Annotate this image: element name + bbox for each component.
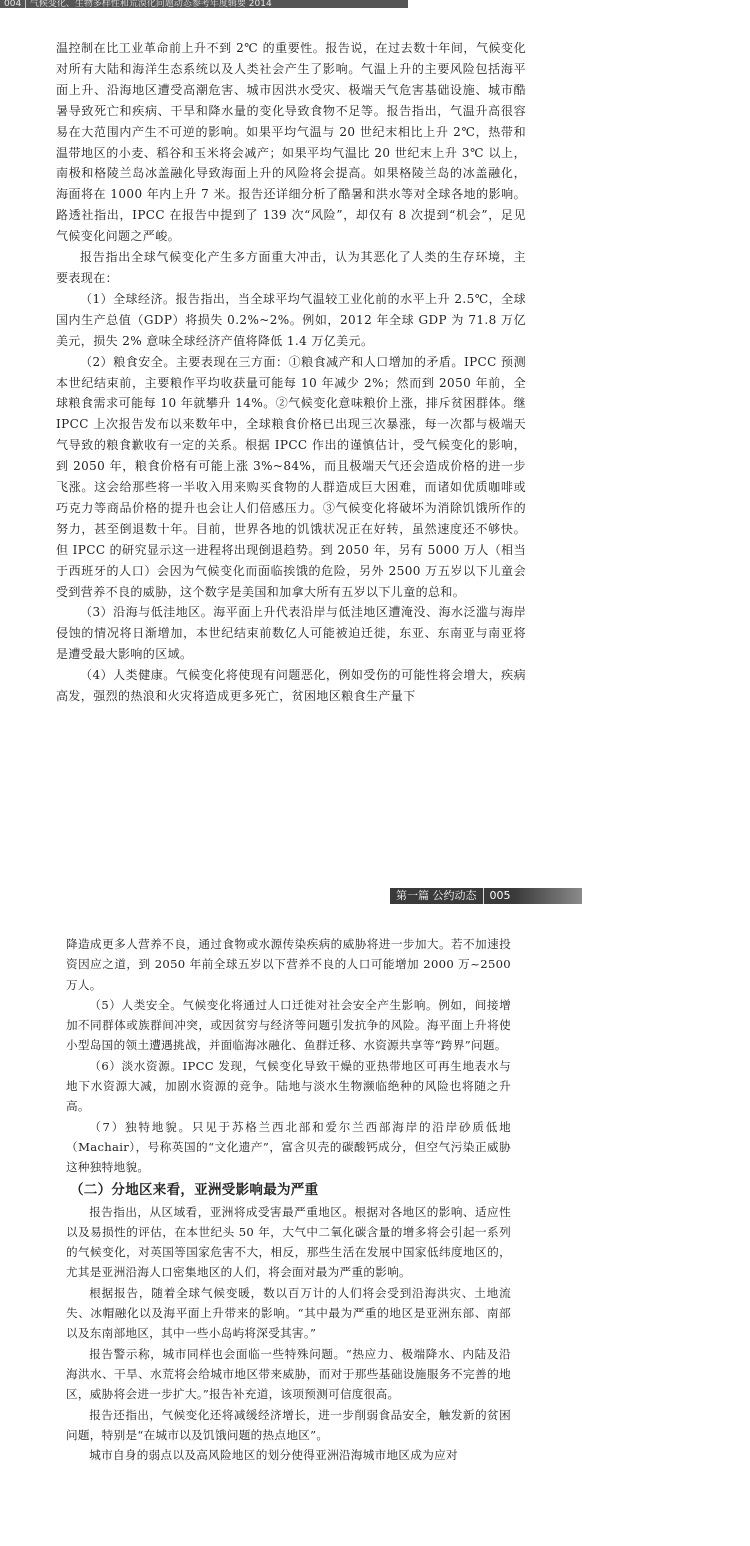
paragraph: 温控制在比工业革命前上升不到 2℃ 的重要性。报告说，在过去数十年间，气候变化对所有大陆和海洋生态系统以及人类社会产生了影响。气温上升的主要风险包括海平面上升、沿海地区遭受高潮危害、城市因洪水受灾、极端天气危害基础设施、城市酷暑导致死亡和疾病、干旱和降水量的变化导致食物不足等。报告指出，气温升高很容易在大范围内产生不可逆的影响。如果平均气温与 20 世纪末相比上升 2℃，热带和温带地区的小麦、稻谷和玉米将会减产；如果平均气温比 20 世纪末上升 3℃ 以上，南极和格陵兰岛冰盖融化导致海面上升的风险将会提高。如果格陵兰岛的冰盖融化，海面将在 1000 年内上升 7 米。报告还详细分析了酷暑和洪水等对全球各地的影响。路透社指出，IPCC 在报告中提到了 139 次“风险”，却仅有 8 次提到“机会”，足见气候变化问题之严峻。 [56,41,526,244]
paragraph: （1）全球经济。报告指出，当全球平均气温较工业化前的水平上升 2.5℃，全球国内生产总值（GDP）将损失 0.2%~2%。例如，2012 年全球 GDP 为 71.8 万亿美元，损失 2% 意味全球经济产值将降低 1.4 万亿美元。 [56,291,526,348]
paragraph: 报告指出，从区域看，亚洲将成受害最严重地区。根据对各地区的影响、适应性以及易损性的评估，在本世纪头 50 年，大气中二氧化碳含量的增多将会引起一系列的气候变化，对英国等国家危害不大，相反，那些生活在发展中国家低纬度地区的，尤其是亚洲沿海人口密集地区的人们，将会面对最为严重的影响。 [66,1204,511,1280]
paragraph: （4）人类健康。气候变化将使现有问题恶化，例如受伤的可能性将会增大，疾病高发，强烈的热浪和火灾将造成更多死亡，贫困地区粮食生产量下 [56,668,526,704]
paragraph: 报告警示称，城市同样也会面临一些特殊问题。“热应力、极端降水、内陆及沿海洪水、干旱、水荒将会给城市地区带来威胁，而对于那些基础设施服务不完善的地区，威胁将会进一步扩大。”报告补充道，该项预测可信度很高。 [66,1346,511,1402]
paragraph: （6）淡水资源。IPCC 发现，气候变化导致干燥的亚热带地区可再生地表水与地下水资源大减，加剧水资源的竞争。陆地与淡水生物濒临绝种的风险也将随之升高。 [66,1058,511,1114]
running-header-text: 004 | 气候变化、生物多样性和荒漠化问题动态参考年度辑要 2014 [4,0,272,8]
section-label: 第一篇 公约动态 [396,889,477,902]
running-footer-bar [390,888,582,904]
page-004-body [56,38,526,707]
page-005-body [66,934,511,1465]
page-number: 005 [483,888,511,904]
running-header [0,0,408,8]
paragraph: （2）粮食安全。主要表现在三方面：①粮食减产和人口增加的矛盾。IPCC 预测本世纪结束前，主要粮作平均收获量可能每 10 年减少 2%；然而到 2050 年前，全球粮食需求可能每 10 年就攀升 14%。②气候变化意味粮价上涨，排斥贫困群体。继 IPCC 上次报告发布以来数年中，全球粮食价格已出现三次暴涨，每一次都与极端天气导致的粮食歉收有一定的关系。根据 IPCC 作出的谨慎估计，受气候变化的影响，到 2050 年，粮食价格有可能上涨 3%~84%，而且极端天气还会造成价格的进一步飞涨。这会给那些将一半收入用来购买食物的人群造成巨大困难，而诸如优质咖啡或巧克力等商品价格的提升也会让人们倍感压力。③气候变化将破坏为消除饥饿所作的努力，甚至倒退数十年。目前，世界各地的饥饿状况正在好转，虽然速度还不够快。但 IPCC 的研究显示这一进程将出现倒退趋势。到 2050 年，另有 5000 万人（相当于西班牙的人口）会因为气候变化而面临挨饿的危险，另外 2500 万五岁以下儿童会受到营养不良的威胁，这个数字是美国和加拿大所有五岁以下儿童的总和。 [56,354,526,599]
paragraph: （3）沿海与低洼地区。海平面上升代表沿岸与低洼地区遭淹没、海水泛滥与海岸侵蚀的情况将日渐增加，本世纪结束前数亿人可能被迫迁徙，东亚、东南亚与南亚将是遭受最大影响的区域。 [56,605,526,662]
paragraph: 城市自身的弱点以及高风险地区的划分使得亚洲沿海城市地区成为应对 [89,1448,458,1463]
paragraph: （5）人类安全。气候变化将通过人口迁徙对社会安全产生影响。例如，间接增加不同群体或族群间冲突，或因贫穷与经济等问题引发抗争的风险。海平面上升将使小型岛国的领土遭遇挑战，并面临海冰融化、鱼群迁移、水资源共享等“跨界”问题。 [66,997,511,1053]
paragraph: 报告还指出，气候变化还将减缓经济增长，进一步削弱食品安全，触发新的贫困问题，特别是“在城市以及饥饿问题的热点地区”。 [66,1407,511,1442]
paragraph: 根据报告，随着全球气候变暖，数以百万计的人们将会受到沿海洪灾、土地流失、冰帽融化以及海平面上升带来的影响。“其中最为严重的地区是亚洲东部、南部以及东南部地区，其中一些小岛屿将深受其害。” [66,1285,511,1341]
paragraph: 报告指出全球气候变化产生多方面重大冲击，认为其恶化了人类的生存环境，主要表现在： [56,250,526,285]
section-heading: （二）分地区来看，亚洲受影响最为严重 [70,1181,319,1198]
paragraph: （7）独特地貌。只见于苏格兰西北部和爱尔兰西部海岸的沿岸砂质低地（Machair），号称英国的“文化遗产”，富含贝壳的碳酸钙成分，但空气污染正威胁这种独特地貌。 [66,1119,511,1175]
paragraph: 降造成更多人营养不良，通过食物或水源传染疾病的威胁将进一步加大。若不加速投资因应之道，到 2050 年前全球五岁以下营养不良的人口可能增加 2000 万~2500 万人。 [66,937,511,992]
